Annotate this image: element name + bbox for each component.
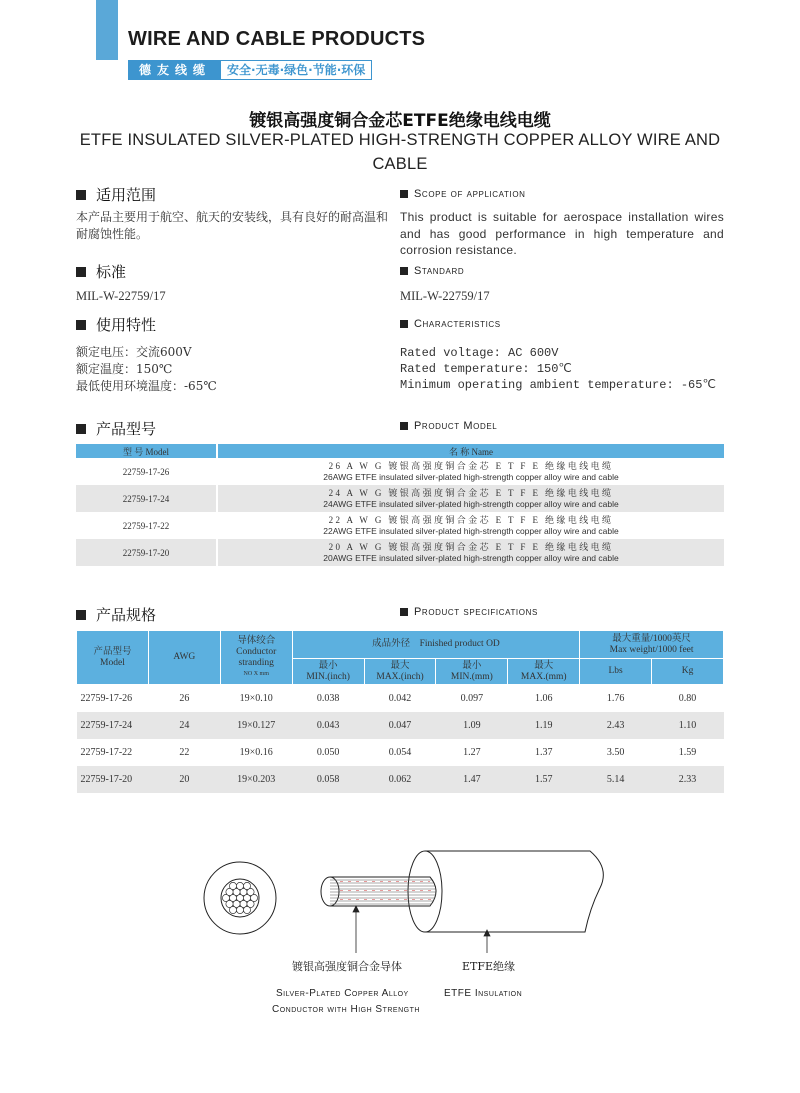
spec-max-mm: 1.37 — [535, 747, 553, 758]
spec-table — [76, 630, 724, 793]
table-row — [76, 512, 724, 539]
name-en: 22AWG ETFE insulated silver-plated high-strength copper alloy wire and cable — [323, 525, 619, 536]
model-table-header — [76, 444, 724, 458]
char-temperature-cn: 额定温度：150℃ — [76, 362, 173, 376]
specs-heading-en: Product specifications — [400, 606, 538, 618]
spec-stranding: 19×0.16 — [239, 747, 273, 758]
model-cell: 22759-17-26 — [76, 458, 217, 485]
cable-cross-section-diagram — [190, 848, 620, 958]
spec-model: 22759-17-20 — [77, 766, 149, 793]
spec-max-inch: 0.042 — [388, 693, 412, 704]
cable-end-view — [204, 862, 276, 934]
standard-heading-en: Standard — [400, 265, 464, 277]
model-col-header: 型 号 Model — [76, 444, 217, 458]
spec-awg: 22 — [179, 747, 190, 758]
section-square-icon — [400, 422, 408, 430]
scope-text-cn: 本产品主要用于航空、航天的安装线，具有良好的耐高温和耐腐蚀性能。 — [76, 210, 389, 241]
spec-stranding: 19×0.203 — [220, 766, 292, 793]
model-cell: 22759-17-20 — [76, 539, 217, 566]
section-square-icon — [76, 610, 86, 620]
spec-awg: 20 — [148, 766, 220, 793]
name-col-header: 名 称 Name — [217, 444, 724, 458]
spec-model: 22759-17-22 — [80, 747, 133, 758]
spec-lbs: 3.50 — [606, 747, 625, 758]
name-en: 24AWG ETFE insulated silver-plated high-strength copper alloy wire and cable — [323, 498, 619, 509]
brand-title: WIRE AND CABLE PRODUCTS — [128, 28, 426, 50]
spec-kg: 0.80 — [678, 693, 697, 704]
insulation-label-cn: ETFE绝缘 — [462, 960, 516, 973]
insulation-label-en: ETFE Insulation — [444, 988, 523, 999]
spec-max-mm: 1.19 — [508, 712, 580, 739]
char-voltage-en: Rated voltage: AC 600V — [400, 346, 559, 360]
spec-model: 22759-17-24 — [77, 712, 149, 739]
spec-model: 22759-17-26 — [80, 693, 133, 704]
spec-min-mm: 0.097 — [460, 693, 484, 704]
spec-lbs: 5.14 — [580, 766, 652, 793]
characteristics-heading-en: Characteristics — [400, 318, 501, 330]
spec-lbs: 1.76 — [606, 693, 625, 704]
name-en: 20AWG ETFE insulated silver-plated high-strength copper alloy wire and cable — [323, 552, 619, 563]
characteristics-heading-cn: 使用特性 — [76, 314, 156, 335]
conductor-label-en-2: Conductor with High Strength — [272, 1004, 420, 1015]
name-cn: 22 A W G 镀银高强度铜合金芯 E T F E 绝缘电线电缆 — [328, 514, 614, 525]
conductor-label-en-1: Silver-Plated Copper Alloy — [276, 988, 409, 999]
section-square-icon — [76, 424, 86, 434]
spec-kg: 1.59 — [678, 747, 697, 758]
section-square-icon — [400, 320, 408, 328]
spec-min-inch: 0.043 — [292, 712, 364, 739]
spec-min-mm: 1.27 — [463, 747, 481, 758]
name-cn: 26 A W G 镀银高强度铜合金芯 E T F E 绝缘电线电缆 — [328, 460, 614, 471]
spec-kg: 1.10 — [652, 712, 724, 739]
section-square-icon — [76, 267, 86, 277]
spec-header-kg: Kg — [652, 659, 724, 685]
product-title-en: ETFE INSULATED SILVER-PLATED HIGH-STRENGTH COPPER ALLOY WIRE AND CABLE — [79, 131, 721, 173]
spec-stranding: 19×0.127 — [220, 712, 292, 739]
conductor-label-cn: 镀银高强度铜合金导体 — [292, 960, 402, 973]
section-square-icon — [400, 190, 408, 198]
spec-kg: 2.33 — [652, 766, 724, 793]
model-cell: 22759-17-22 — [76, 512, 217, 539]
char-min-temperature-cn: 最低使用环境温度：-65℃ — [76, 379, 217, 393]
model-heading-en: Product Model — [400, 420, 497, 432]
char-temperature-en: Rated temperature: 150℃ — [400, 362, 572, 376]
spec-header-lbs: Lbs — [580, 659, 652, 685]
name-cell — [217, 512, 724, 539]
table-row — [76, 458, 724, 485]
table-row — [76, 539, 724, 566]
section-square-icon — [400, 608, 408, 616]
section-square-icon — [76, 320, 86, 330]
spec-min-mm: 1.09 — [436, 712, 508, 739]
leader-lines — [353, 906, 490, 953]
model-cell: 22759-17-24 — [76, 485, 217, 512]
spec-min-mm: 1.47 — [436, 766, 508, 793]
spec-min-inch: 0.038 — [316, 693, 340, 704]
standard-text-en: MIL-W-22759/17 — [400, 289, 490, 303]
name-cell — [217, 458, 724, 485]
model-table — [76, 444, 724, 566]
char-voltage-cn: 额定电压：交流600V — [76, 345, 192, 359]
tagline-slogan: 安全·无毒·绿色·节能·环保 — [221, 61, 371, 79]
spec-header-awg: AWG — [148, 631, 220, 685]
header-accent-bar — [96, 0, 118, 60]
spec-lbs: 2.43 — [580, 712, 652, 739]
spec-header-stranding: 导体绞合 Conductor stranding NO X mm — [220, 631, 292, 685]
scope-heading-en: Scope of application — [400, 188, 526, 200]
spec-awg: 24 — [148, 712, 220, 739]
section-square-icon — [76, 190, 86, 200]
spec-max-mm: 1.06 — [535, 693, 553, 704]
table-row — [76, 485, 724, 512]
standard-text-cn: MIL-W-22759/17 — [76, 289, 166, 303]
spec-awg: 26 — [179, 693, 190, 704]
name-cn: 24 A W G 镀银高强度铜合金芯 E T F E 绝缘电线电缆 — [328, 487, 614, 498]
model-heading-cn: 产品型号 — [76, 418, 156, 439]
scope-heading-cn: 适用范围 — [76, 184, 156, 205]
spec-stranding: 19×0.10 — [239, 693, 273, 704]
table-row — [77, 766, 724, 793]
section-square-icon — [400, 267, 408, 275]
spec-max-mm: 1.57 — [508, 766, 580, 793]
spec-header-weight: 最大重量/1000英尺 Max weight/1000 feet — [580, 631, 724, 659]
name-en: 26AWG ETFE insulated silver-plated high-strength copper alloy wire and cable — [323, 471, 619, 482]
name-cn: 20 A W G 镀银高强度铜合金芯 E T F E 绝缘电线电缆 — [328, 541, 614, 552]
spec-header-max-mm: 最大 MAX.(mm) — [508, 659, 580, 685]
table-row — [77, 712, 724, 739]
name-cell — [217, 485, 724, 512]
spec-max-inch: 0.062 — [364, 766, 436, 793]
tagline-company: 德友线缆 — [129, 61, 221, 79]
characteristics-list-cn — [76, 344, 217, 395]
table-row — [77, 739, 724, 766]
name-cell — [217, 539, 724, 566]
spec-max-inch: 0.054 — [388, 747, 412, 758]
spec-header-max-inch: 最大 MAX.(inch) — [364, 659, 436, 685]
spec-min-inch: 0.050 — [316, 747, 340, 758]
spec-header-min-inch: 最小 MIN.(inch) — [292, 659, 364, 685]
product-title-cn: 镀银高强度铜合金芯ETFE绝缘电线电缆 — [249, 111, 551, 131]
spec-header-od: 成品外径 Finished product OD — [292, 631, 580, 659]
spec-header-min-mm: 最小 MIN.(mm) — [436, 659, 508, 685]
cable-side-view — [321, 851, 603, 932]
spec-max-inch: 0.047 — [364, 712, 436, 739]
tagline — [128, 60, 372, 80]
table-row — [77, 685, 724, 713]
char-min-temperature-en: Minimum operating ambient temperature: -65℃ — [400, 378, 716, 392]
spec-min-inch: 0.058 — [292, 766, 364, 793]
standard-heading-cn: 标准 — [76, 261, 126, 282]
specs-heading-cn: 产品规格 — [76, 604, 156, 625]
scope-text-en: This product is suitable for aerospace installation wires and has good performance in high temperature and corrosion resistance. — [400, 210, 724, 257]
spec-header-model: 产品型号 Model — [77, 631, 149, 685]
characteristics-list-en — [400, 345, 716, 393]
